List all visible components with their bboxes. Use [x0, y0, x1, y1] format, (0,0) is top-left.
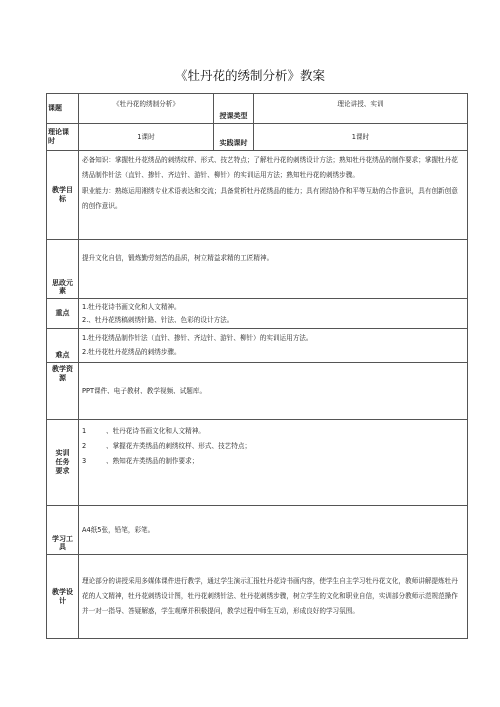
resources-label: 教学资源 — [47, 363, 79, 420]
type-label: 授课类型 — [214, 94, 254, 124]
difficulty-item: 1.牡丹花绣品制作针法（直针、掺针、齐边针、游针、柳针）的实训运用方法。 — [82, 333, 313, 342]
row-tools — [47, 506, 468, 555]
row-topic — [47, 94, 468, 124]
document-title: 《牡丹花的绣制分析》教案 — [174, 68, 325, 83]
task-item — [82, 439, 464, 454]
task-number: 3 — [82, 457, 87, 466]
difficulty-item: 2.牡丹花牡丹花绣品的刺绣步骤。 — [82, 347, 181, 356]
row-design — [47, 555, 468, 639]
topic-value: 《牡丹花的绣制分析》 — [79, 94, 214, 124]
design-value: 理论部分的讲授采用多媒体课件进行教学，通过学生演示汇报牡丹花诗书画内容，使学生自主学习牡丹花文化，教师讲解提炼牡丹花的人文精神，牡丹花刺绣设计图，牡丹花刺绣针法、牡丹花刺绣步骤，树立学生的文化和职业自信，实训部分教师示范规范操作并一对一指导、答疑解惑，学生观摩并积极提问，教学过程中师生互动，形成良好的学习氛围。 — [79, 555, 468, 639]
task-text: 、熟知花卉类绣品的制作要求； — [106, 457, 199, 466]
row-ideology — [47, 240, 468, 299]
theory-hours-value: 1课时 — [79, 124, 214, 151]
ideology-value: 提升文化自信，锻炼勤劳刻苦的品质，树立精益求精的工匠精神。 — [79, 240, 468, 299]
tools-label: 学习工具 — [47, 506, 79, 555]
objectives-content — [79, 151, 468, 240]
task-number: 2 — [82, 442, 87, 451]
difficulties-label: 难点 — [47, 329, 79, 363]
key-points-content — [79, 299, 468, 329]
row-hours — [47, 124, 468, 151]
type-value: 理论讲授、实训 — [254, 94, 468, 124]
tools-value: A4纸5张，铅笔，彩笔。 — [79, 506, 468, 555]
key-point-item: 1.牡丹花诗书画文化和人文精神。 — [82, 303, 181, 311]
ideology-label: 思政元素 — [47, 240, 79, 299]
design-label: 教学设计 — [47, 555, 79, 639]
practice-hours-value: 1课时 — [254, 124, 468, 151]
row-tasks — [47, 420, 468, 506]
topic-label: 课题 — [47, 94, 79, 124]
row-resources — [47, 363, 468, 420]
difficulties-content — [79, 329, 468, 363]
tasks-label: 实训任务要求 — [47, 420, 79, 506]
row-difficulties — [47, 329, 468, 363]
objectives-label: 教学目标 — [47, 151, 79, 240]
task-text: 、掌握花卉类绣品的刺绣纹样、形式、技艺特点； — [106, 442, 252, 451]
task-text: 、牡丹花诗书画文化和人文精神。 — [106, 427, 205, 436]
task-number: 1 — [82, 427, 87, 436]
tasks-content — [79, 420, 468, 506]
task-item — [82, 454, 464, 469]
lesson-plan-table — [46, 93, 468, 639]
theory-hours-label: 理论课时 — [47, 124, 79, 151]
task-item — [82, 424, 464, 439]
key-point-item: 2.、牡丹花绣稿刺绣针路、针法、色彩的设计方法。 — [82, 315, 234, 324]
practice-hours-label: 实践课时 — [214, 124, 254, 151]
resources-value: PPT课件、电子教材、教学视频、试题库。 — [79, 363, 468, 420]
objectives-ability: 职业能力：熟练运用湘绣专业术语表达和交流；具备赏析牡丹花绣品的能力；具有团结协作和平等互助的合作意识，具有创新创意的创作意识。 — [82, 187, 458, 210]
row-key-points — [47, 299, 468, 329]
row-objectives — [47, 151, 468, 240]
key-points-label: 重点 — [47, 299, 79, 329]
objectives-knowledge: 必备知识：掌握牡丹花绣品的刺绣纹样、形式、技艺特点；了解牡丹花的刺绣设计方法；熟知牡丹花绣品的制作要求；掌握牡丹花绣品制作针法（直针、掺针、齐边针、游针、柳针）的实训运用方法；熟知牡丹花的刺绣步骤。 — [82, 156, 458, 179]
